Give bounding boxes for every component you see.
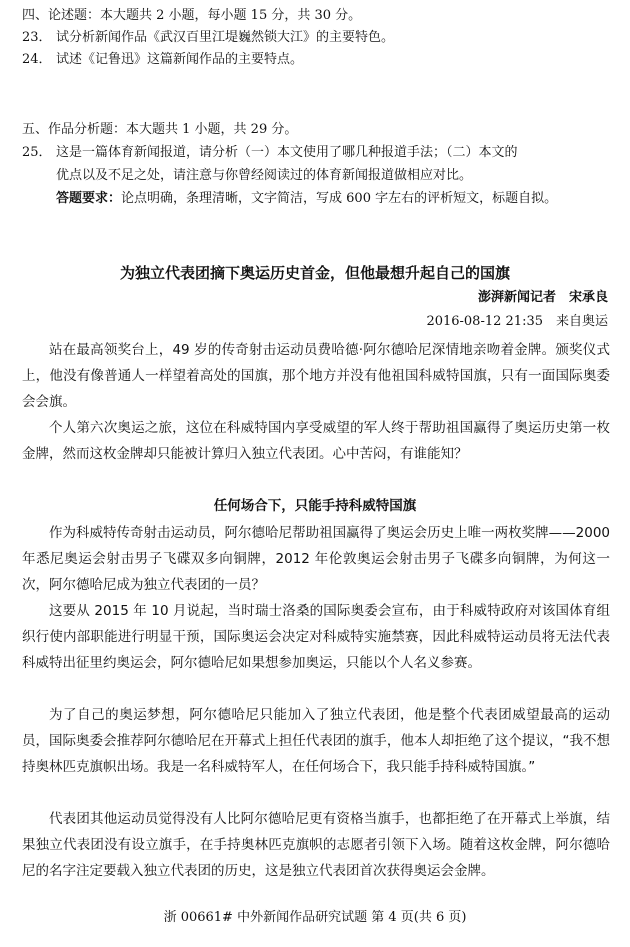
question-number: 25． bbox=[22, 145, 52, 160]
article-paragraph-4: 这要从 2015 年 10 月说起，当时瑞士洛桑的国际奥委会宣布，由于科威特政府对该国体育组织行使内部职能进行明显干预，国际奥运会决定对科威特实施禁赛，因此科威特运动员将无法代表科威特出征里约奥运会，阿尔德哈尼如果想参加奥运，只能以个人名义参赛。 bbox=[22, 603, 610, 671]
page-footer: 浙 00661# 中外新闻作品研究试题 第 4 页(共 6 页) bbox=[163, 910, 467, 925]
article-dateline: 2016-08-12 21:35 来自奥运 bbox=[426, 314, 608, 329]
answer-requirements bbox=[56, 188, 616, 210]
section-5-heading: 五、作品分析题：本大题共 1 小题，共 29 分。 bbox=[22, 122, 298, 137]
question-25 bbox=[22, 143, 608, 163]
article-title: 为独立代表团摘下奥运历史首金，但他最想升起自己的国旗 bbox=[119, 264, 510, 282]
question-text: 试述《记鲁迅》这篇新闻作品的主要特点。 bbox=[56, 52, 304, 67]
section-4-heading: 四、论述题：本大题共 2 小题，每小题 15 分，共 30 分。 bbox=[22, 8, 362, 23]
question-23 bbox=[22, 28, 608, 48]
question-number: 24． bbox=[22, 52, 52, 67]
article-paragraph-6: 代表团其他运动员觉得没有人比阿尔德哈尼更有资格当旗手，也都拒绝了在开幕式上举旗，结果独立代表团没有设立旗手，在手持奥林匹克旗帜的志愿者引领下入场。随着这枚金牌，阿尔德哈尼的名字注定要载入独立代表团的历史，这是独立代表团首次获得奥运会金牌。 bbox=[22, 811, 610, 879]
article-paragraph-1: 站在最高领奖台上，49 岁的传奇射击运动员费哈德·阿尔德哈尼深情地亲吻着金牌。颁奖仪式上，他没有像普通人一样望着高处的国旗，那个地方并没有他祖国科威特国旗，只有一面国际奥委会会旗。 bbox=[22, 342, 610, 410]
question-text: 这是一篇体育新闻报道，请分析（一）本文使用了哪几种报道手法；（二）本文的 bbox=[56, 145, 518, 160]
article-paragraph-3: 作为科威特传奇射击运动员，阿尔德哈尼帮助祖国赢得了奥运会历史上唯一两枚奖牌——2000 年悉尼奥运会射击男子飞碟双多向铜牌，2012 年伦敦奥运会射击男子飞碟多向铜牌，为何这一次，阿尔德哈尼成为独立代表团的一员？ bbox=[22, 525, 610, 593]
article-subheading: 任何场合下，只能手持科威特国旗 bbox=[213, 498, 417, 514]
article-paragraph-2: 个人第六次奥运之旅，这位在科威特国内享受威望的军人终于帮助祖国赢得了奥运历史第一枚金牌，然而这枚金牌却只能被计算归入独立代表团。心中苦闷，有谁能知？ bbox=[22, 420, 610, 462]
question-25-continued: 优点以及不足之处，请注意与你曾经阅读过的体育新闻报道做相应对比。 bbox=[56, 168, 473, 183]
question-text: 试分析新闻作品《武汉百里江堤巍然锁大江》的主要特色。 bbox=[56, 30, 395, 45]
question-number: 23． bbox=[22, 30, 52, 45]
requirements-text: 论点明确，条理清晰，文字简洁，写成 600 字左右的评析短文，标题自拟。 bbox=[121, 191, 558, 206]
requirements-label: 答题要求： bbox=[56, 191, 122, 206]
article-byline: 澎湃新闻记者 宋承良 bbox=[477, 290, 608, 305]
question-24 bbox=[22, 50, 608, 70]
article-paragraph-5: 为了自己的奥运梦想，阿尔德哈尼只能加入了独立代表团，他是整个代表团威望最高的运动员，国际奥委会推荐阿尔德哈尼在开幕式上担任代表团的旗手，他本人却拒绝了这个提议，“我不想持奥林匹克旗帜出场。我是一名科威特军人，在任何场合下，我只能手持科威特国旗。” bbox=[22, 707, 610, 775]
